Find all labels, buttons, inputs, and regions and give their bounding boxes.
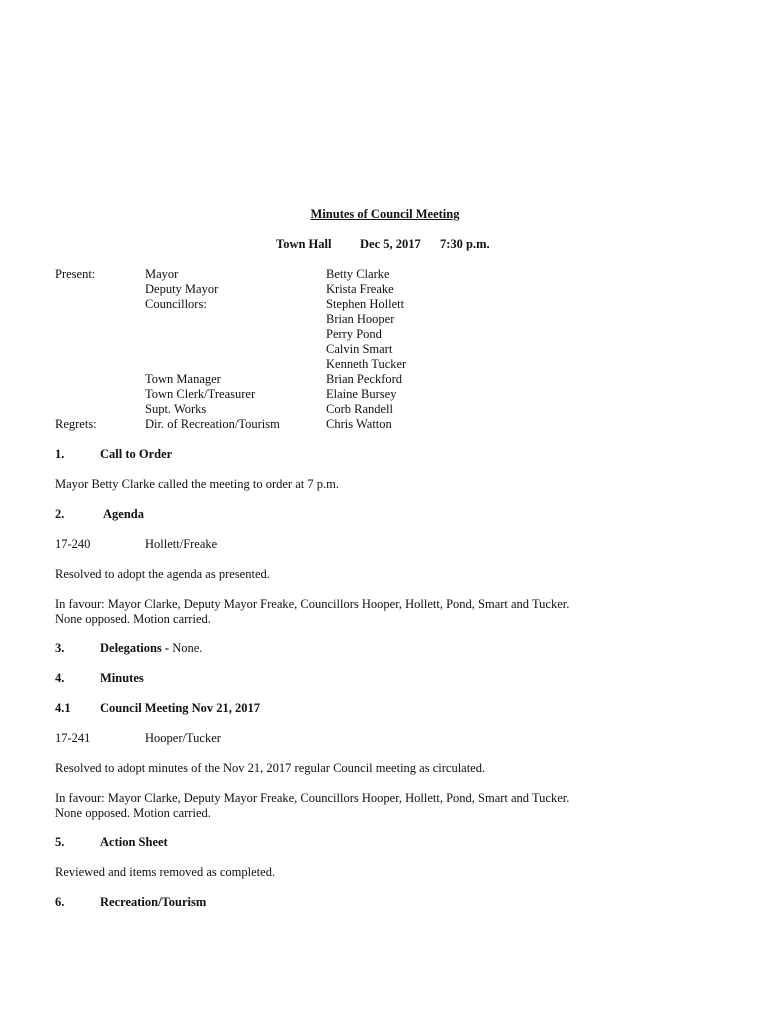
regrets-label: Regrets: [55,417,97,431]
section-number: 1. [55,447,65,461]
section-number: 2. [55,507,65,521]
role-town-clerk: Town Clerk/Treasurer [145,387,256,401]
motion-id: 17-241 [55,731,91,745]
section-number: 4.1 [55,701,71,715]
resolution-text: Resolved to adopt the agenda as presented. [55,567,270,581]
motion-movers: Hooper/Tucker [145,731,221,745]
role-dir-recreation: Dir. of Recreation/Tourism [145,417,280,431]
vote-result: None opposed. Motion carried. [55,612,211,626]
vote-result: None opposed. Motion carried. [55,806,211,820]
section-number: 6. [55,895,65,909]
meeting-date: Dec 5, 2017 [360,237,421,251]
attendee-name: Brian Peckford [326,372,403,386]
attendee-name: Kenneth Tucker [326,357,407,371]
present-label: Present: [55,267,96,281]
role-supt-works: Supt. Works [145,402,207,416]
meeting-info [276,237,490,252]
document-title: Minutes of Council Meeting [310,207,460,221]
attendee-name: Calvin Smart [326,342,393,356]
attendee-name: Betty Clarke [326,267,390,281]
section-heading-minutes: Minutes [100,671,144,685]
attendee-name: Stephen Hollett [326,297,405,311]
role-deputy-mayor: Deputy Mayor [145,282,219,296]
section-delegations [100,641,202,656]
vote-line: In favour: Mayor Clarke, Deputy Mayor Freake, Councillors Hooper, Hollett, Pond, Smart and Tucker. [55,791,570,805]
role-mayor: Mayor [145,267,179,281]
resolution-text: Resolved to adopt minutes of the Nov 21, 2017 regular Council meeting as circulated. [55,761,486,775]
meeting-time: 7:30 p.m. [440,237,490,251]
attendee-name: Krista Freake [326,282,394,296]
section-heading-delegations: Delegations - [100,641,173,655]
section-number: 4. [55,671,65,685]
role-councillors: Councillors: [145,297,207,311]
attendee-name: Chris Watton [326,417,392,431]
motion-id: 17-240 [55,537,91,551]
section-heading-recreation-tourism: Recreation/Tourism [100,895,207,909]
attendee-name: Corb Randell [326,402,394,416]
attendee-name: Brian Hooper [326,312,395,326]
motion-movers: Hollett/Freake [145,537,218,551]
section-number: 5. [55,835,65,849]
attendee-name: Perry Pond [326,327,382,341]
section-heading-call-to-order: Call to Order [100,447,173,461]
meeting-location: Town Hall [276,237,332,251]
section-heading-agenda: Agenda [103,507,144,521]
section-body: Reviewed and items removed as completed. [55,865,276,879]
role-town-manager: Town Manager [145,372,221,386]
vote-line: In favour: Mayor Clarke, Deputy Mayor Freake, Councillors Hooper, Hollett, Pond, Smart and Tucker. [55,597,570,611]
section-heading-council-meeting: Council Meeting Nov 21, 2017 [100,701,261,715]
section-heading-action-sheet: Action Sheet [100,835,168,849]
section-number: 3. [55,641,65,655]
section-body: None. [172,641,203,655]
section-body: Mayor Betty Clarke called the meeting to order at 7 p.m. [55,477,339,491]
attendee-name: Elaine Bursey [326,387,397,401]
